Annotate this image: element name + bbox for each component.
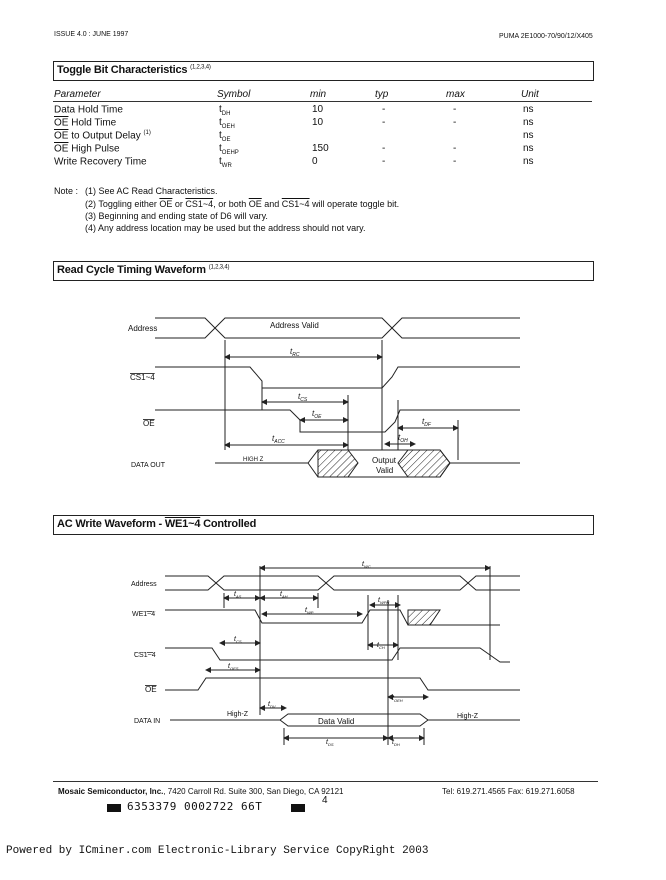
row-typ: - bbox=[382, 143, 386, 154]
col-max: max bbox=[446, 89, 465, 100]
row-max: - bbox=[453, 143, 457, 154]
read-dataout-label: DATA OUT bbox=[131, 462, 165, 469]
row-max: - bbox=[453, 156, 457, 167]
tdh-label: $t_{DH}$ bbox=[392, 739, 400, 747]
data-valid-label: Data Valid bbox=[318, 717, 355, 726]
note-3: (3) Beginning and ending state of D6 will vary. bbox=[85, 211, 268, 221]
read-labels bbox=[128, 321, 432, 475]
twp-label: $t_{WP}$ bbox=[305, 607, 314, 615]
row-min: 0 bbox=[312, 156, 318, 167]
row-unit: ns bbox=[523, 117, 534, 128]
barcode-number: 6353379 0002722 66T bbox=[127, 800, 263, 813]
row-symbol: $t_{OE}$ bbox=[219, 130, 231, 143]
write-address-label: Address bbox=[131, 581, 157, 588]
note-1: (1) See AC Read Characteristics. bbox=[85, 186, 218, 196]
read-highz-label: HIGH Z bbox=[243, 457, 264, 463]
write-oe-label: OE bbox=[145, 685, 157, 694]
read-waveform bbox=[155, 318, 520, 477]
note-4: (4) Any address location may be used but the address should not vary. bbox=[85, 223, 366, 233]
write-section-title: AC Write Waveform - WE1~4 Controlled bbox=[57, 518, 257, 530]
tah-label: $t_{AH}$ bbox=[280, 591, 288, 599]
output-valid-2: Valid bbox=[376, 466, 394, 475]
row-parameter: Write Recovery Time bbox=[54, 156, 147, 168]
col-symbol: Symbol bbox=[217, 89, 251, 100]
toe-label: $t_{OE}$ bbox=[312, 409, 322, 420]
write-highz-2: High-Z bbox=[457, 713, 479, 720]
col-unit: Unit bbox=[521, 89, 539, 100]
read-oe-label: OE bbox=[143, 419, 155, 428]
row-parameter: Data Hold Time bbox=[54, 104, 123, 116]
col-parameter: Parameter bbox=[54, 89, 101, 100]
address-valid-label: Address Valid bbox=[270, 321, 319, 330]
col-min: min bbox=[310, 89, 327, 100]
read-section-title: Read Cycle Timing Waveform $^{(1,2,3,4)}$ bbox=[57, 264, 230, 276]
write-cs-label: CS1~4 bbox=[134, 652, 156, 659]
toh-label: $t_{OH}$ bbox=[398, 433, 408, 444]
barcode-block-right bbox=[291, 804, 305, 812]
tcs-w-label: $t_{CS}$ bbox=[234, 636, 242, 644]
footer-contact: Tel: 619.271.4565 Fax: 619.271.6058 bbox=[442, 787, 575, 796]
tch-label: $t_{CH}$ bbox=[377, 642, 385, 650]
row-parameter: $\overline{OE}$ High Pulse bbox=[54, 143, 120, 155]
row-max: - bbox=[453, 117, 457, 128]
row-min: 10 bbox=[312, 104, 324, 115]
output-valid-1: Output bbox=[372, 456, 397, 465]
row-symbol: $t_{OEH}$ bbox=[219, 117, 235, 130]
row-unit: ns bbox=[523, 156, 534, 167]
footer-company: Mosaic Semiconductor, Inc., 7420 Carroll Rd. Suite 300, San Diego, CA 92121 bbox=[58, 787, 344, 796]
twph-label: $t_{WPH}$ bbox=[378, 597, 390, 605]
trc-label: $t_{RC}$ bbox=[290, 347, 300, 358]
barcode-block-left bbox=[107, 804, 121, 812]
page-number: 4 bbox=[322, 795, 328, 806]
toggle-section-title: Toggle Bit Characteristics $^{(1,2,3,4)}$ bbox=[57, 64, 211, 76]
toeh-label: $t_{OEH}$ bbox=[392, 695, 403, 703]
row-symbol: $t_{WR}$ bbox=[219, 156, 232, 169]
footer-rule bbox=[53, 781, 598, 782]
tas-label: $t_{AS}$ bbox=[234, 591, 242, 599]
note-2: (2) Toggling either $\overline{OE}$ or CS1~4, or both $\overline{OE}$ and CS1~4 will operate toggle bit. bbox=[85, 199, 400, 209]
toes-label: $t_{OES}$ bbox=[228, 663, 239, 671]
row-min: 150 bbox=[312, 143, 329, 154]
twc-label: $t_{WC}$ bbox=[362, 561, 371, 569]
read-address-label: Address bbox=[128, 324, 158, 333]
tds-label: $t_{DS}$ bbox=[326, 739, 334, 747]
tacc-label: $t_{ACC}$ bbox=[272, 434, 285, 445]
row-max: - bbox=[453, 104, 457, 115]
row-parameter: $\overline{OE}$ Hold Time bbox=[54, 117, 117, 129]
row-symbol: $t_{OEHP}$ bbox=[219, 143, 239, 156]
row-symbol: $t_{DH}$ bbox=[219, 104, 231, 117]
tdf-label: $t_{DF}$ bbox=[422, 417, 431, 428]
row-min: 10 bbox=[312, 117, 324, 128]
note-label: Note : bbox=[54, 186, 79, 196]
row-unit: ns bbox=[523, 143, 534, 154]
row-typ: - bbox=[382, 156, 386, 167]
tcs-label: $t_{CS}$ bbox=[298, 392, 308, 403]
write-datain-label: DATA IN bbox=[134, 718, 161, 725]
row-unit: ns bbox=[523, 130, 534, 141]
row-parameter: $\overline{OE}$ to Output Delay $^{(1)}$ bbox=[54, 130, 151, 142]
read-cs-label: CS1~4 bbox=[130, 373, 155, 382]
row-unit: ns bbox=[523, 104, 534, 115]
powered-by: Powered by ICminer.com Electronic-Library Service CopyRight 2003 bbox=[6, 845, 429, 857]
write-highz-1: High-Z bbox=[227, 711, 249, 718]
col-typ: typ bbox=[375, 89, 389, 100]
part-number: PUMA 2E1000-70/90/12/X405 bbox=[499, 33, 593, 40]
issue-text: ISSUE 4.0 : JUNE 1997 bbox=[54, 31, 129, 38]
row-typ: - bbox=[382, 117, 386, 128]
row-typ: - bbox=[382, 104, 386, 115]
tdv-label: $t_{DV}$ bbox=[268, 701, 276, 709]
write-we-label: WE1~4 bbox=[132, 611, 156, 618]
